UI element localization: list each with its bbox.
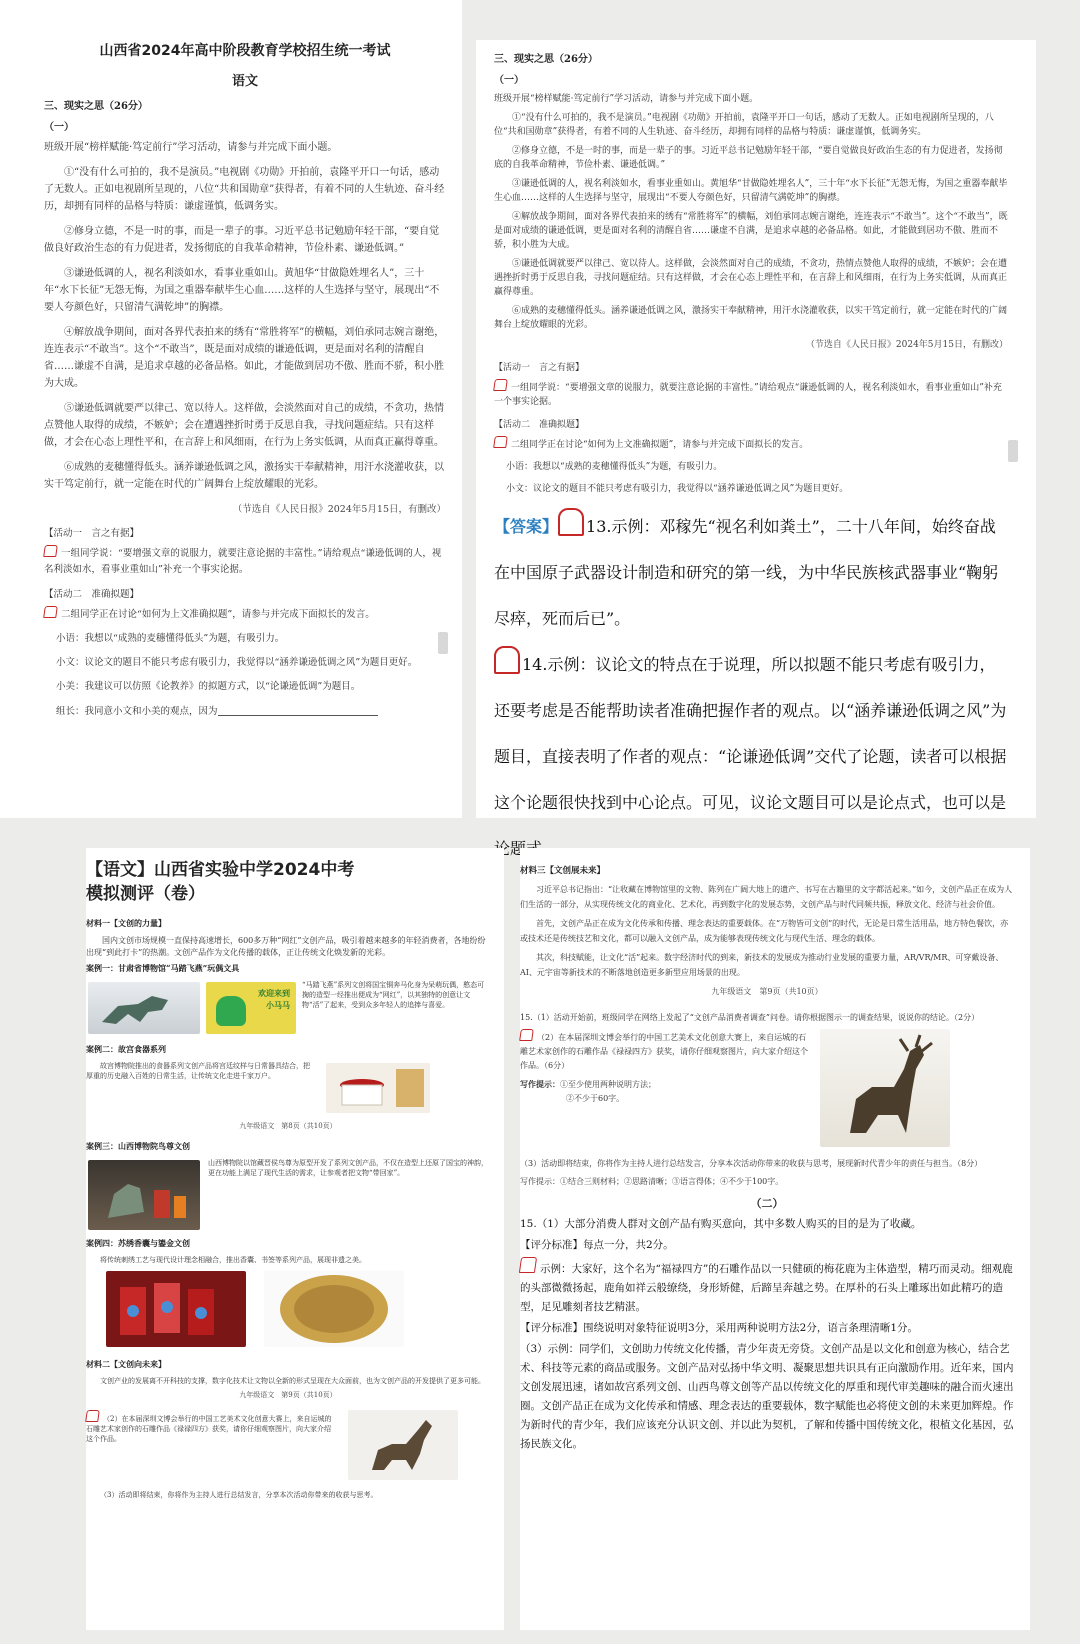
tip-item: ①至少使用两种说明方法； <box>560 1080 656 1089</box>
paragraph: ③谦逊低调的人，视名利淡如水，看事业重如山。黄旭华“甘做隐姓埋名人”，三十年“水下长征”无怨无悔，为国之重器奉献毕生心血……这样的人生选择与坚守，展现出“不要人夸颜色好，只留清气满乾坤”的胸襟。 <box>494 179 1008 203</box>
part-heading: （一） <box>494 75 524 86</box>
page-footer: 九年级语文 第8页（共10页） <box>239 1122 337 1130</box>
dialogue-text: 组长：我同意小文和小美的观点，因为 <box>56 706 218 717</box>
dialogue-line: 小语：我想以“成熟的麦穗懂得低头”为题，有吸引力。 <box>506 462 723 472</box>
part-heading: （一） <box>44 122 74 133</box>
deer-icon <box>348 1410 458 1480</box>
case-heading: 案例二：故宫食器系列 <box>86 1044 166 1054</box>
activity-heading: 【活动二 准确拟题】 <box>44 589 140 600</box>
page-top-right <box>476 40 1036 858</box>
answer-15-3: （3）示例：同学们，文创助力传统文化传播，青少年责无旁贷。文创产品是以文化和创意为核心，结合艺术、科技等元素的商品或服务。文创产品对弘扬中华文明、凝聚思想共识具有正向激励作用。近年来，国内文创发展迅速，诸如故宫系列文创、山西鸟尊文创等产品以传统文化的厚重和现代审美趣味的融合而火速出圈。文创产品正在成为文化传承和情感、理念表达的重要载体，数字赋能也必将使文创的未来更加辉煌。作为新时代的青少年，我们应该充分认识文创、并以此为契机，了解和传播中国传统文化，根植文化基因，弘扬民族文化。 <box>520 1343 1014 1450</box>
material-heading: 材料一【文创的力量】 <box>86 918 166 928</box>
case-heading: 案例四：苏绣香囊与鎏金文创 <box>86 1238 190 1248</box>
question-13 <box>494 379 1008 409</box>
score-standard: 【评分标准】围绕说明对象特征说明3分，采用两种说明方法2分，语言条理清晰1分。 <box>520 1322 919 1334</box>
question-body: （2）在本届深圳文博会举行的中国工艺美术文化创意大赛上，来自运城的石雕艺术家创作的石雕作品《禄禄四方》获奖，请你仔细观察图片，向大家介绍这个作品。 <box>86 1415 332 1443</box>
page-top-left <box>0 0 462 818</box>
question-text: 一组同学说：“要增强文章的说服力，就要注意论据的丰富性。”请给观点“谦逊低调的人，视名利淡如水，看事业重如山”补充一个事实论据。 <box>494 383 1002 407</box>
question-15-3: （3）活动即将结束，你将作为主持人进行总结发言，分享本次活动你带来的收获与思考，展现新时代青少年的责任与担当。（8分） <box>520 1159 983 1168</box>
writing-tips <box>520 1077 810 1106</box>
tips-label: 写作提示： <box>520 1079 560 1089</box>
exam-title: 山西省2024年高中阶段教育学校招生统一考试 <box>99 43 391 59</box>
red-mark-icon <box>43 606 58 618</box>
q15-row <box>86 1410 490 1490</box>
red-circle-mark-icon <box>494 646 520 674</box>
answer-number: 13. <box>586 517 612 536</box>
question-text: （3）活动即将结束，你将作为主持人进行总结发言，分享本次活动你带来的收获与思考。 <box>100 1491 378 1499</box>
page-bottom-left <box>86 848 504 1630</box>
poster-text: 小马马 <box>266 1001 290 1010</box>
red-mark-icon <box>493 436 508 448</box>
deer-sculpture-photo <box>820 1029 950 1147</box>
question-text: 一组同学说：“要增强文章的说服力，就要注意论据的丰富性。”请给观点“谦逊低调的人，视名利淡如水，看事业重如山”补充一个事实论据。 <box>44 548 442 575</box>
answer-14 <box>494 642 1008 872</box>
q15-2-row <box>520 1029 1014 1153</box>
question-14 <box>44 606 446 623</box>
page-footer: 九年级语文 第9页（共10页） <box>239 1391 337 1399</box>
paragraph: ⑤谦逊低调就要严以律己、宽以待人。这样做，会淡然面对自己的成绩，不贪功，热情点赞他人取得的成绩，不嫉妒；会在遭遇挫折时勇于反思自我，寻找问题症结。只有这样做，才会在心态上理性平和，在言辞上和风细雨，在行为上务实低调，从而真正赢得尊重。 <box>44 403 444 448</box>
question-text: 二组同学正在讨论“如何为上文准确拟题”，请参与并完成下面拟长的发言。 <box>61 609 375 620</box>
question-text <box>86 1410 336 1444</box>
mock-exam-title <box>86 858 490 906</box>
paragraph: 首先，文创产品正在成为文化传承和传播、理念表达的重要载体。在“万物皆可文创”的时代，无论是日常生活用品，地方特色餐饮，亦或技术还是传统技艺和文化，都可以融入文创产品，成为能够表现传统文化与现代生活、理念的载体。 <box>520 919 1009 943</box>
paragraph: ②修身立德，不是一时的事，而是一辈子的事。习近平总书记勉励年轻干部，“要自觉做良好政治生态的有力促进者，发扬彻底的自我革命精神，节俭朴素、谦逊低调。” <box>44 226 440 254</box>
case-text: 将传统刺绣工艺与现代设计理念相融合，推出香囊、书签等系列产品，展现非遗之美。 <box>100 1256 366 1264</box>
dialogue-line: 小文：议论文的题目不能只考虑有吸引力，我觉得以“涵养谦逊低调之风”为题目更好。 <box>56 657 418 668</box>
paragraph: 习近平总书记指出：“让收藏在博物馆里的文物、陈列在广阔大地上的遗产、书写在古籍里的文字都活起来。”如今，文创产品正在成为人们生活的一部分，从实现传统文化的商业化、艺术化，再到数字化的发展态势，文创产品与时代同频共振，释放文化、经济与社会价值。 <box>520 885 1013 909</box>
question-15-3-tips: 写作提示：①结合三则材料；②思路清晰；③语言得体；④不少于100字。 <box>520 1177 784 1186</box>
paragraph: ⑥成熟的麦穗懂得低头。涵养谦逊低调之风，激扬实干奉献精神，用汗水浇灌收获，以实干笃定前行，就一定能在时代的广阔舞台上绽放耀眼的光彩。 <box>44 462 444 490</box>
paragraph: ④解放战争期间，面对各界代表拍来的绣有“常胜将军”的横幅，刘伯承同志婉言谢绝，连连表示“不敢当”。这个“不敢当”，既是面对成绩的谦逊低调，更是面对名利的清醒自省……谦虚不自满，是追求卓越的必备品格。如此，才能做到居功不傲、胜而不骄，积小胜为大成。 <box>494 212 1008 250</box>
paragraph: ③谦逊低调的人，视名利淡如水，看事业重如山。黄旭华“甘做隐姓埋名人”，三十年“水下长征”无怨无悔，为国之重器奉献毕生心血……这样的人生选择与坚守，展现出“不要人夸颜色好，只留清气满乾坤”的胸襟。 <box>44 268 440 313</box>
material-heading: 材料二【文创向未来】 <box>86 1359 166 1369</box>
activity-heading: 【活动一 言之有据】 <box>494 363 585 373</box>
dialogue-line: 小文：议论文的题目不能只考虑有吸引力，我觉得以“涵养谦逊低调之风”为题目更好。 <box>506 484 849 494</box>
question-body: （2）在本届深圳文博会举行的中国工艺美术文化创意大赛上，来自运城的石雕艺术家创作的石雕作品《禄禄四方》获奖，请你仔细观察图片，向大家介绍这个作品。（6分） <box>520 1033 808 1070</box>
paragraph: 其次，科技赋能，让文化“活”起来。数字经济时代的到来，新技术的发展成为推动行业发展的重要力量，AR/VR/MR、可穿戴设备、AI、元宇宙等新技术的不断落地创造更多新型应用场景的出现。 <box>520 953 1004 977</box>
paragraph: ②修身立德，不是一时的事，而是一辈子的事。习近平总书记勉励年轻干部，“要自觉做良好政治生态的有力促进者，发扬彻底的自我革命精神，节俭朴素、谦逊低调。” <box>494 146 1003 170</box>
embroidery-image <box>106 1271 246 1347</box>
red-mark-icon <box>519 1029 534 1041</box>
plate-icon <box>264 1271 404 1347</box>
paragraph: ①“没有什么可拍的，我不是演员。”电视剧《功勋》开拍前，袁隆平开口一句话，感动了无数人。正如电视剧所呈现的，八位“共和国勋章”获得者，有着不同的人生轨迹、奋斗经历，却拥有同样的品格与特质：谦虚谨慎，低调务实。 <box>494 113 994 137</box>
answer-label: 【答案】 <box>494 517 559 536</box>
source-citation: （节选自《人民日报》2024年5月15日，有删改） <box>232 504 446 515</box>
paragraph: ⑤谦逊低调就要严以律己、宽以待人。这样做，会淡然面对自己的成绩，不贪功，热情点赞他人取得的成绩，不嫉妒；会在遭遇挫折时勇于反思自我，寻找问题症结。只有这样做，才会在心态上理性平和，在言辞上和风细雨，在行为上务实低调，从而真正赢得尊重。 <box>494 259 1008 297</box>
intro-text: 班级开展“榜样赋能·笃定前行”学习活动，请参与并完成下面小题。 <box>494 94 759 104</box>
page-handle <box>438 632 448 654</box>
dialogue-line: 小语：我想以“成熟的麦穗懂得低头”为题，有吸引力。 <box>56 633 285 644</box>
question-text: 二组同学正在讨论“如何为上文准确拟题”，请参与并完成下面拟长的发言。 <box>511 440 809 450</box>
answer-number: 14. <box>522 655 548 674</box>
red-circle-mark-icon <box>519 1257 537 1273</box>
bird-vessel-image <box>88 1160 200 1230</box>
paragraph: ⑥成熟的麦穗懂得低头。涵养谦逊低调之风，激扬实干奉献精神，用汗水浇灌收获，以实干笃定前行，就一定能在时代的广阔舞台上绽放耀眼的光彩。 <box>494 306 1008 330</box>
deer-sculpture-image <box>348 1410 458 1480</box>
case4-row <box>86 1269 490 1355</box>
sachet-icon <box>106 1271 246 1347</box>
case-text: “马踏飞燕”系列文创将国宝铜奔马化身为呆萌玩偶，憨态可掬的造型一经推出便成为“网红”，以其独特的创意让文物“活”了起来，受到众多年轻人的追捧与喜爱。 <box>302 981 485 1009</box>
intro-text: 班级开展“榜样赋能·笃定前行”学习活动，请参与并完成下面小题。 <box>44 142 338 153</box>
source-citation: （节选自《人民日报》2024年5月15日，有删改） <box>805 340 1008 350</box>
paragraph: 文创产业的发展离不开科技的支撑，数字化技术让文物以全新的形式呈现在大众面前，也为文创产品的开发提供了更多可能。 <box>100 1377 485 1385</box>
material-heading: 材料三【文创展未来】 <box>520 866 606 876</box>
case-text: 山西博物院以馆藏晋侯鸟尊为原型开发了系列文创产品，不仅在造型上还原了国宝的神韵，更在功能上满足了现代生活的需求，让参观者把文物“带回家”。 <box>208 1159 488 1177</box>
question-13 <box>44 545 446 578</box>
deer-icon <box>820 1029 950 1147</box>
poster-text: 欢迎来到 <box>258 989 290 998</box>
part-heading: （二） <box>750 1197 784 1210</box>
toy-figure-icon <box>216 996 246 1026</box>
answer-text: 示例：邓稼先“视名利如粪土”，二十八年间，始终奋战在中国原子武器设计制造和研究的第一线，为中华民族核武器事业“鞠躬尽瘁，死而后已”。 <box>494 517 999 628</box>
activity-heading: 【活动一 言之有据】 <box>44 528 140 539</box>
question-15-2 <box>520 1029 810 1106</box>
red-circle-mark-icon <box>558 508 584 536</box>
case-heading: 案例一：甘肃省博物馆“马踏飞燕”玩偶文具 <box>86 963 240 973</box>
case2-row <box>86 1061 490 1117</box>
case-heading: 案例三：山西博物院鸟尊文创 <box>86 1141 190 1151</box>
bronze-horse-image <box>88 982 200 1034</box>
red-mark-icon <box>85 1410 100 1422</box>
paragraph: ①“没有什么可拍的，我不是演员。”电视剧《功勋》开拍前，袁隆平开口一句话，感动了无数人。正如电视剧所呈现的，八位“共和国勋章”获得者，有着不同的人生轨迹、奋斗经历，却拥有同样的品格与特质：谦虚谨慎，低调务实。 <box>44 167 445 212</box>
answer-blank <box>218 703 378 716</box>
page-handle <box>1008 440 1018 462</box>
title-line: 【语文】山西省实验中学2024中考 <box>86 860 355 880</box>
exam-subject: 语文 <box>231 74 258 89</box>
activity-heading: 【活动二 准确拟题】 <box>494 420 585 430</box>
horse-icon <box>88 982 200 1034</box>
vessel-icon <box>88 1160 200 1230</box>
answer-15-1: 15.（1）大部分消费人群对文创产品有购买意向，其中多数人购买的目的是为了收藏。 <box>520 1218 922 1230</box>
answer-13 <box>494 504 1008 642</box>
section-heading: 三、现实之思（26分） <box>44 101 148 112</box>
question-15-1: 15.（1）活动开始前，班级同学在网络上发起了“文创产品消费者调查”问卷。请你根据图示一的调查结果，说说你的结论。（2分） <box>520 1013 980 1022</box>
red-mark-icon <box>493 379 508 391</box>
paragraph: ④解放战争期间，面对各界代表拍来的绣有“常胜将军”的横幅，刘伯承同志婉言谢绝，连连表示“不敢当”。这个“不敢当”，既是面对成绩的谦逊低调，更是面对名利的清醒自省……谦虚不自满，是追求卓越的必备品格。如此，才能做到居功不傲、胜而不骄，积小胜为大成。 <box>44 327 445 389</box>
pot-image <box>326 1063 430 1113</box>
case3-row <box>86 1158 490 1234</box>
answer-15-2 <box>520 1257 1014 1317</box>
paragraph: 国内文创市场规模一直保持高速增长，600多万种“网红”文创产品，吸引着越来越多的年轻消费者，各地纷纷出现“到此打卡”的热潮。文创产品作为文化传播的载体，正让传统文化焕发新的光彩。 <box>86 936 486 957</box>
gold-plate-image <box>264 1271 404 1347</box>
toy-poster-image <box>206 982 296 1034</box>
tip-item: ②不少于60字。 <box>566 1094 625 1103</box>
page-footer: 九年级语文 第9页（共10页） <box>711 987 823 996</box>
pot-icon <box>326 1063 430 1113</box>
case-text: 故宫博物院推出的食器系列文创产品将宫廷纹样与日常器具结合，把厚重的历史融入百姓的日常生活，让传统文化走进千家万户。 <box>86 1062 310 1080</box>
case1-row <box>86 980 490 1040</box>
question-14 <box>494 436 1008 452</box>
red-mark-icon <box>43 545 58 557</box>
dialogue-line <box>44 703 446 720</box>
dialogue-line: 小美：我建议可以仿照《论教养》的拟题方式，以“论谦逊低调”为题目。 <box>56 681 361 692</box>
section-heading: 三、现实之思（26分） <box>494 54 598 65</box>
title-line: 模拟测评（卷） <box>86 884 205 904</box>
answer-text: 示例：议论文的特点在于说理，所以拟题不能只考虑有吸引力，还要考虑是否能帮助读者准确把握作者的观点。以“涵养谦逊低调之风”为题目，直接表明了作者的观点：“论谦逊低调”交代了论题，读者可以根据这个论题很快找到中心论点。可见，议论文题目可以是论点式，也可以是 题 <box>494 655 1007 858</box>
page-bottom-right <box>520 848 1030 1630</box>
score-standard: 【评分标准】每点一分，共2分。 <box>520 1239 674 1251</box>
answer-body: 示例：大家好，这个名为“福禄四方”的石雕作品以一只健硕的梅花鹿为主体造型，精巧而灵动。细观鹿的头部微微扬起，鹿角如祥云般缭绕，身形矫健，后蹄呈奔越之势。在厚朴的石头上雕琢出如此精巧的造型，足见雕刻者技艺精湛。 <box>520 1263 1013 1313</box>
